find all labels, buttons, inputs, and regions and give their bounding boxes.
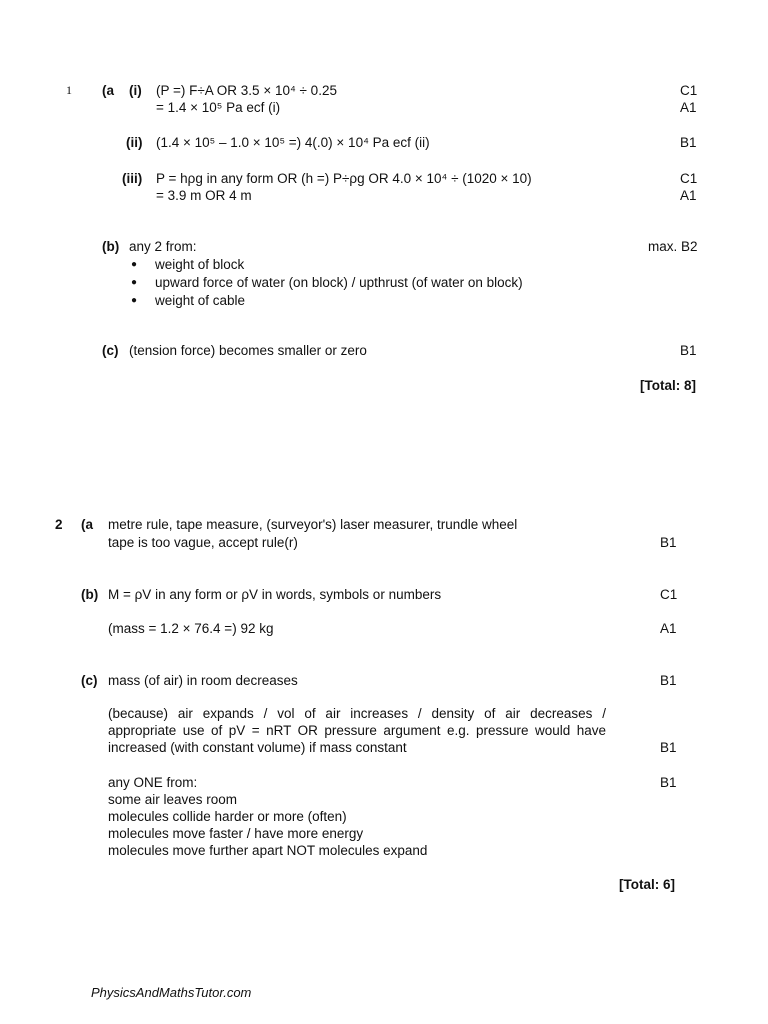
mark-code: max. B2 — [648, 239, 698, 254]
mark-code: C1 — [680, 171, 698, 186]
answer-line: (1.4 × 10⁵ – 1.0 × 10⁵ =) 4(.0) × 10⁴ Pa ecf (ii) — [156, 135, 430, 150]
mark-code: B1 — [680, 343, 697, 358]
list-item: some air leaves room — [108, 792, 238, 807]
bullet-icon: ● — [131, 295, 138, 306]
answer-line: = 3.9 m OR 4 m — [156, 188, 252, 203]
answer-line: tape is too vague, accept rule(r) — [108, 535, 298, 550]
bullet-icon: ● — [131, 277, 138, 288]
footer-site: PhysicsAndMathsTutor.com — [91, 985, 252, 1000]
subpart-label: (ii) — [126, 135, 143, 150]
part-label: (b) — [81, 587, 99, 602]
mark-code: C1 — [680, 83, 698, 98]
list-item: molecules move further apart NOT molecules expand — [108, 843, 428, 858]
answer-line: any 2 from: — [129, 239, 197, 254]
part-label: (b) — [102, 239, 120, 254]
answer-line: (because) air expands / vol of air increases / density of air decreases / — [108, 706, 606, 721]
total-marks: [Total: 6] — [619, 877, 675, 892]
part-label: (c) — [102, 343, 119, 358]
part-label: (a — [81, 517, 94, 532]
answer-line: increased (with constant volume) if mass constant — [108, 740, 407, 755]
mark-code: B1 — [660, 673, 677, 688]
mark-code: B1 — [660, 535, 677, 550]
answer-line: any ONE from: — [108, 775, 198, 790]
list-item: molecules collide harder or more (often) — [108, 809, 347, 824]
answer-line: metre rule, tape measure, (surveyor's) laser measurer, trundle wheel — [108, 517, 518, 532]
bullet-icon: ● — [131, 259, 138, 270]
question-number: 1 — [66, 83, 72, 97]
answer-line: appropriate use of pV = nRT OR pressure argument e.g. pressure would have — [108, 723, 606, 738]
mark-code: B1 — [680, 135, 697, 150]
list-item: weight of block — [155, 257, 245, 272]
answer-line: (tension force) becomes smaller or zero — [129, 343, 367, 358]
part-label: (c) — [81, 673, 98, 688]
mark-code: B1 — [660, 775, 677, 790]
answer-line: mass (of air) in room decreases — [108, 673, 298, 688]
answer-line: (P =) F÷A OR 3.5 × 10⁴ ÷ 0.25 — [156, 83, 337, 98]
mark-code: A1 — [660, 621, 677, 636]
answer-line: P = hρg in any form OR (h =) P÷ρg OR 4.0 × 10⁴ ÷ (1020 × 10) — [156, 171, 532, 186]
part-label: (a — [102, 83, 115, 98]
list-item: weight of cable — [155, 293, 246, 308]
mark-code: C1 — [660, 587, 678, 602]
list-item: upward force of water (on block) / upthrust (of water on block) — [155, 275, 523, 290]
subpart-label: (iii) — [122, 171, 143, 186]
mark-code: B1 — [660, 740, 677, 755]
question-number: 2 — [55, 517, 63, 532]
list-item: molecules move faster / have more energy — [108, 826, 364, 841]
total-marks: [Total: 8] — [640, 378, 696, 393]
answer-line: M = ρV in any form or ρV in words, symbols or numbers — [108, 587, 442, 602]
subpart-label: (i) — [129, 83, 142, 98]
answer-line: = 1.4 × 10⁵ Pa ecf (i) — [156, 100, 281, 115]
answer-line: (mass = 1.2 × 76.4 =) 92 kg — [108, 621, 274, 636]
mark-code: A1 — [680, 188, 697, 203]
mark-code: A1 — [680, 100, 697, 115]
